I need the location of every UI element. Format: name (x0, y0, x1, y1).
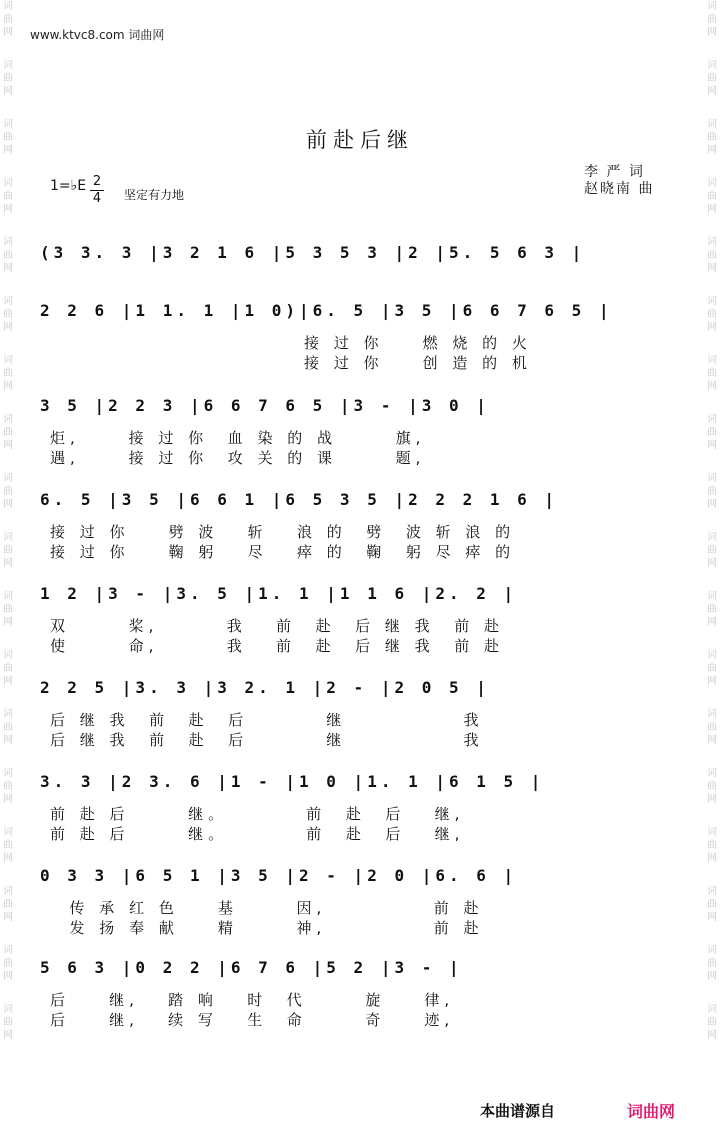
notation-row: 2 2 6 |1 1. 1 |1 0)|6. 5 |3 5 |6 6 7 6 5 | (40, 301, 613, 320)
lyric-line: 前 赴 后 继。 前 赴 后 继, (50, 825, 465, 843)
lyric-line: 使 命, 我 前 赴 后 继 我 前 赴 (50, 637, 504, 655)
song-credits (584, 164, 654, 198)
notation-row: (3 3. 3 |3 2 1 6 |5 3 5 3 |2 |5. 5 6 3 | (40, 243, 586, 262)
composer: 赵晓南 曲 (584, 181, 655, 197)
lyric-line: 发 扬 奉 献 精 神, 前 赴 (50, 919, 484, 937)
song-title: 前赴后继 (306, 128, 414, 152)
lyric-line: 炬, 接 过 你 血 染 的 战 旗, (50, 429, 426, 447)
notation-row: 0 3 3 |6 5 1 |3 5 |2 - |2 0 |6. 6 | (40, 866, 518, 885)
footer-source-label: 本曲谱源自 (480, 1102, 556, 1120)
notation-row: 3. 3 |2 3. 6 |1 - |1 0 |1. 1 |6 1 5 | (40, 772, 545, 791)
lyricist: 李 严 词 (584, 164, 645, 180)
notation-row: 5 6 3 |0 2 2 |6 7 6 |5 2 |3 - | (40, 958, 463, 977)
lyric-line: 双 桨, 我 前 赴 后 继 我 前 赴 (50, 617, 504, 635)
watermark-left: 词 曲 网 词 曲 网 词 曲 网 词 曲 网 词 曲 网 词 曲 网 词 曲 网 词 曲 网 词 曲 网 词 曲 网 词 曲 网 词 曲 网 词 曲 网 词 曲 网 词 曲 网 词 曲 网 词 曲 网 词 曲 网 (3, 1, 13, 1041)
time-top: 2 (90, 174, 104, 191)
lyric-line: 接 过 你 燃 烧 的 火 (50, 334, 532, 352)
lyric-line: 后 继, 踏 响 时 代 旋 律, (50, 991, 455, 1009)
notation-row: 3 5 |2 2 3 |6 6 7 6 5 |3 - |3 0 | (40, 396, 490, 415)
lyric-line: 后 继 我 前 赴 后 继 我 (50, 711, 484, 729)
lyric-line: 接 过 你 鞠 躬 尽 瘁 的 鞠 躬 尽 瘁 的 (50, 543, 516, 561)
lyric-line: 后 继, 续 写 生 命 奇 迹, (50, 1011, 455, 1029)
footer-brand-logo[interactable]: 词曲网 (627, 1102, 676, 1121)
tempo-marking: 坚定有力地 (124, 188, 185, 202)
notation-row: 6. 5 |3 5 |6 6 1 |6 5 3 5 |2 2 2 1 6 | (40, 490, 559, 509)
time-signature (90, 174, 104, 207)
lyric-line: 接 过 你 劈 波 斩 浪 的 劈 波 斩 浪 的 (50, 523, 516, 541)
watermark-right: 词 曲 网 词 曲 网 词 曲 网 词 曲 网 词 曲 网 词 曲 网 词 曲 网 词 曲 网 词 曲 网 词 曲 网 词 曲 网 词 曲 网 词 曲 网 词 曲 网 词 曲 网 词 曲 网 词 曲 网 词 曲 网 (707, 1, 717, 1041)
time-bottom: 4 (92, 191, 102, 206)
lyric-line: 接 过 你 创 造 的 机 (50, 354, 532, 372)
lyric-line: 传 承 红 色 基 因, 前 赴 (50, 899, 484, 917)
site-url[interactable]: www.ktvc8.com 词曲网 (30, 28, 165, 42)
key-signature: 1=♭E (50, 178, 87, 194)
lyric-line: 后 继 我 前 赴 后 继 我 (50, 731, 484, 749)
lyric-line: 前 赴 后 继。 前 赴 后 继, (50, 805, 465, 823)
lyric-line: 遇, 接 过 你 攻 关 的 课 题, (50, 449, 426, 467)
notation-row: 2 2 5 |3. 3 |3 2. 1 |2 - |2 0 5 | (40, 678, 490, 697)
notation-row: 1 2 |3 - |3. 5 |1. 1 |1 1 6 |2. 2 | (40, 584, 518, 603)
